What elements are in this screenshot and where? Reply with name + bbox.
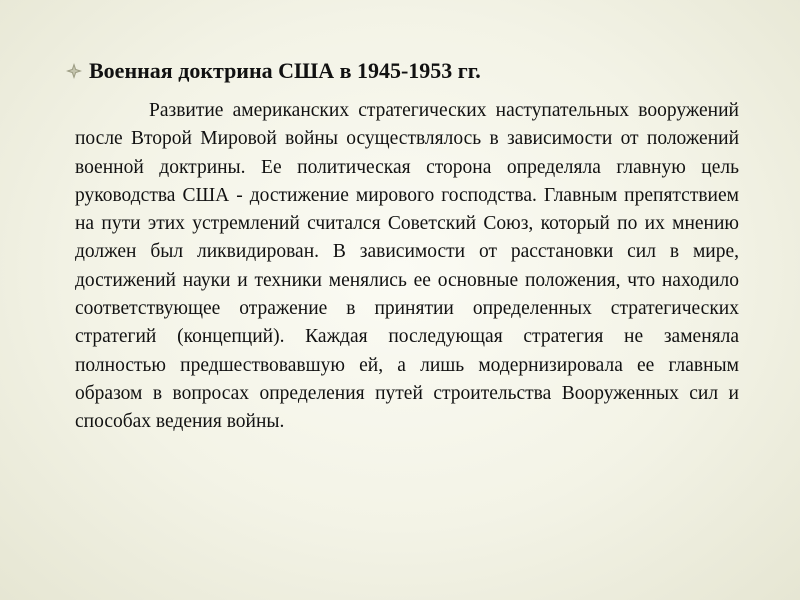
title-row	[66, 54, 481, 88]
slide-title: Военная доктрина США в 1945-1953 гг.	[89, 58, 481, 83]
body-paragraph: Развитие американских стратегических наступательных вооружений после Второй Мировой войны осуществлялось в зависимости от положений военной доктрины. Ее политическая сторона определяла главную цель руководства США - достижение мирового господства. Главным препятствием на пути этих устремлений считался Советский Союз, который по их мнению должен был ликвидирован. В зависимости от расстановки сил в мире, достижений науки и техники менялись ее основные положения, что находило соответствующее отражение в принятии определенных стратегических стратегий (концепций). Каждая последующая стратегия не заменяла полностью предшествовавшую ей, а лишь модернизировала ее главным образом в вопросах определения путей строительства Вооруженных сил и способах ведения войны.	[75, 100, 739, 433]
star-bullet-icon	[66, 63, 82, 79]
